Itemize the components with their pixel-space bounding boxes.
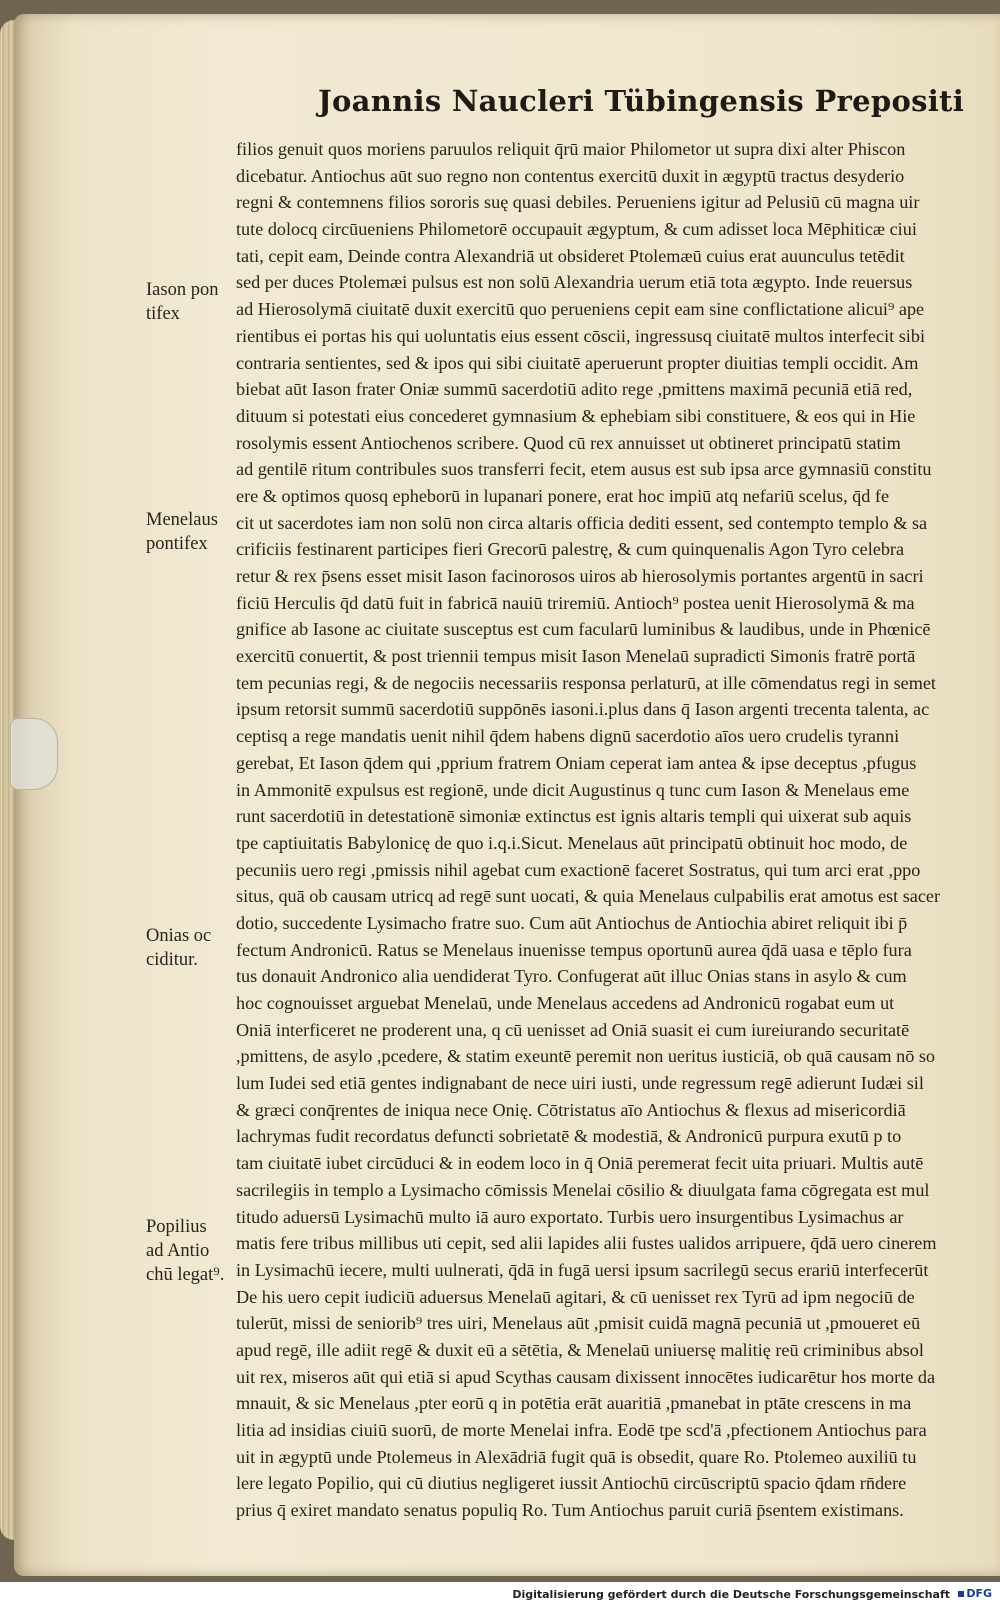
text-line: biebat aūt Iason frater Oniæ summū sacerdotiū adito rege ,pmittens maximā pecuniā etiā red, — [236, 379, 913, 400]
marginal-note-menelaus — [146, 508, 236, 556]
dfg-logo-text: DFG — [966, 1587, 992, 1600]
text-line: regni & contemnens filios sororis suę quasi debiles. Perueniens igitur ad Pelusiū cū magna uir — [236, 192, 920, 213]
text-line: tus donauit Andronico alia uendiderat Tyro. Confugerat aūt illuc Onias stans in asylo & cum — [236, 966, 907, 987]
text-line: dotio, succedente Lysimacho fratre suo. Cum aūt Antiochus de Antiochia abiret reliquit ibi p̄ — [236, 912, 908, 933]
running-header: Joannis Naucleri Tübingensis Prepositi — [318, 84, 965, 118]
body-text — [236, 136, 966, 1524]
text-line: tute dolocq circūueniens Philometorē occupauit ægyptum, & cum adisset loca Mēphiticæ ciui — [236, 219, 917, 240]
text-line: gerebat, Et Iason q̄dem qui ,pprium fratrem Oniam ceperat iam antea & ipse deceptus ,pfugus — [236, 752, 917, 773]
text-line: & græci conq̄rentes de iniqua nece Onię. Cōtristatus aīo Antiochus & flexus ad misericordiā — [236, 1099, 906, 1120]
text-line: sed per duces Ptolemæi pulsus est non solū Alexandria uerum etiā tota ægypto. Inde reuersus — [236, 272, 913, 293]
text-line: ad gentilē ritum contribules suos transferri fecit, etem ausus est sub ipsa arce gymnasiū constitu — [236, 459, 932, 480]
text-line: crificiis festinarent participes fieri Grecorū palestrę, & cum quinquenalis Agon Tyro celebra — [236, 539, 905, 560]
marginal-note-line: Popilius — [146, 1217, 207, 1237]
marginal-note-line: tifex — [146, 304, 180, 324]
text-line: tam ciuitatē iubet circūduci & in eodem loco in q̄ Oniā peremerat fecit uita priuari. Multis autē — [236, 1153, 924, 1174]
text-line: pecuniis uero regi ,pmissis nihil agebat cum exactionē faceret Sostratus, qui tum arci erat ,ppo — [236, 859, 921, 880]
text-line: tulerūt, missi de seniorib⁹ tres uiri, Menelaus aūt ,pmisit cuidā magnā pecuniā ut ,pmoueret eū — [236, 1313, 921, 1334]
text-line: tati, cepit eam, Deinde contra Alexandriā ut obsideret Ptolemæū cuius erat auunculus tetēdit — [236, 245, 905, 266]
dfg-logo-mark — [958, 1591, 964, 1597]
text-line: prius q̄ exiret mandato senatus populiq Ro. Tum Antiochus paruit curiā p̄sentem existimans. — [236, 1500, 904, 1521]
page-tab-marker — [10, 718, 58, 790]
text-line: hoc cognouisset arguebat Menelaū, unde Menelaus accedens ad Andronicū rogabat eum ut — [236, 993, 895, 1013]
text-line: contraria sentientes, sed & ipos qui sibi ciuitatē aperuerunt propter diuitias templi occidit. Am — [236, 352, 919, 373]
text-line: lachrymas fudit recordatus defuncti sobrietatē & modestiā, & Andronicū purpura exutū p to — [236, 1126, 902, 1147]
text-line: fectum Andronicū. Ratus se Menelaus inuenisse tempus oportunū aurea q̄dā uasa e tēplo fura — [236, 939, 912, 960]
text-line: situs, quā ob causam utricq ad regē sunt uocati, & quia Menelaus culpabilis erat amotus est sacer — [236, 886, 941, 907]
text-line: ,pmittens, de asylo ,pcedere, & statim exeuntē peremit non ueritus iusticiā, ob quā causam nō so — [236, 1046, 936, 1067]
text-line: filios genuit quos moriens paruulos reliquit q̄rū maior Philometor ut supra dixi alter Phiscon — [236, 139, 906, 159]
text-line: uit rex, miseros aūt qui etiā si apud Scythas causam dixissent innocētes iudicarētur hos morte da — [236, 1366, 936, 1387]
text-line: gnifice ab Iasone ac ciuitate susceptus est cum facularū luminibus & laudibus, unde in Phœnicē — [236, 619, 931, 640]
text-line: ceptisq a rege mandatis uenit nihil q̄dem habens dignū sacerdotio aīos uero crudelis tyranni — [236, 726, 900, 747]
marginal-note-popilius — [146, 1215, 236, 1287]
text-line: ficiū Herculis q̄d datū fuit in fabricā nauiū triremiū. Antioch⁹ postea uenit Hierosolymā & ma — [236, 592, 915, 613]
marginal-note-line: ad Antio — [146, 1241, 210, 1261]
footer-bar — [0, 1582, 1000, 1609]
text-line: De his uero cepit iudiciū aduersus Menelaū agitari, & cū uenisset rex Tyrū ad ipm negociū de — [236, 1286, 915, 1307]
dfg-logo — [958, 1587, 992, 1600]
marginal-note-line: Menelaus — [146, 510, 218, 530]
text-line: ipsum retorsit summū sacerdotiū suppōnēs iasoni.i.plus dans q̄ Iason argenti trecenta talenta, ac — [236, 699, 930, 720]
text-line: titudo aduersū Lysimachū multo iā auro exportato. Turbis uero insurgentibus Lysimachus ar — [236, 1206, 904, 1227]
text-line: lum Iudei sed etiā gentes indignabant de nece uiri iusti, unde regressum regē adierunt Iudæi sil — [236, 1073, 924, 1094]
text-line: rientibus ei portas his qui uoluntatis eius essent cōscii, ingressusq ciuitatē multos interfecit sibi — [236, 325, 925, 346]
text-line: tem pecunias regi, & de negociis necessariis responsa perlaturū, at ille cōmendatus regi in semet — [236, 672, 936, 693]
text-line: litia ad insidias ciuiū suorū, de morte Menelai infra. Eodē tpe scd'ā ,pfectionem Antiochus para — [236, 1420, 927, 1440]
text-line: lere legato Popilio, qui cū diutius negligeret iussit Antiochū circūscriptū spacio q̄dam rn̄dere — [236, 1473, 907, 1494]
text-line: apud regē, ille adiit regē & duxit eū a sētētia, & Menelaū uniuersę malitię reū criminibus absol — [236, 1339, 924, 1360]
text-line: in Lysimachū iecere, multi uulnerati, q̄dā in fugā uersi ipsum sacrilegū secus erariū interfecerūt — [236, 1259, 929, 1280]
text-line: cit ut sacerdotes iam non solū non circa altaris officia dediti essent, sed contempto templo & sa — [236, 512, 928, 533]
text-line: uit in ægyptū unde Ptolemeus in Alexādriā fugit quā is obsedit, quare Ro. Ptolemeo auxiliū tu — [236, 1446, 917, 1467]
text-line: sacrilegiis in templo a Lysimacho cōmissis Menelai cōsilio & diuulgata fama cōgregata est mul — [236, 1179, 930, 1200]
text-line: tpe captiuitatis Babylonicę de quo i.q.i.Sicut. Menelaus aūt principatū obtinuit hoc modo, de — [236, 832, 908, 853]
text-line: dicebatur. Antiochus aūt suo regno non contentus exercitū duxit in ægyptū tractus desyderio — [236, 165, 905, 186]
marginal-note-onias — [146, 924, 236, 972]
marginal-note-line: pontifex — [146, 534, 208, 554]
marginal-note-line: Iason pon — [146, 280, 219, 300]
marginal-note-line: chū legat⁹. — [146, 1265, 225, 1285]
text-line: ad Hierosolymā ciuitatē duxit exercitū quo perueniens cepit eam sine conflictatione alicui⁹ ape — [236, 299, 925, 320]
footer-credit: Digitalisierung gefördert durch die Deutsche Forschungsgemeinschaft — [512, 1588, 950, 1601]
text-line: dituum si potestati eius concederet gymnasium & ephebiam sibi constituere, & eos qui in Hie — [236, 405, 916, 426]
text-line: in Ammonitē expulsus est regionē, unde dicit Augustinus q tunc cum Iason & Menelaus eme — [236, 779, 910, 800]
text-line: Oniā interficeret ne proderent una, q cū uenisset ad Oniā suasit ei cum iureiurando securitatē — [236, 1019, 910, 1040]
text-line: runt sacerdotiū in detestationē simoniæ extinctus est ignis altaris templi qui uixerat sub aquis — [236, 806, 912, 827]
text-line: rosolymis essent Antiochenos scribere. Quod cū rex annuisset ut obtineret principatū statim — [236, 432, 901, 453]
text-line: matis fere tribus millibus uti cepit, sed alii lapides alii fustes ualidos arripuere, q̄dā uero cinerem — [236, 1233, 937, 1254]
marginal-note-line: Onias oc — [146, 926, 212, 946]
marginal-note-line: ciditur. — [146, 950, 198, 970]
text-line: exercitū conuertit, & post triennii tempus misit Iason Menelaū supradicti Simonis fratrē portā — [236, 646, 916, 667]
text-line: retur & rex p̄sens esset misit Iason facinorosos uiros ab hierosolymis portantes argentū in sacri — [236, 566, 924, 586]
text-line: mnauit, & sic Menelaus ,pter eorū q in potētia erāt auaritiā ,pmanebat in ptāte crescens in ma — [236, 1393, 912, 1414]
marginal-note-iason — [146, 278, 236, 326]
text-line: ere & optimos quosq epheborū in lupanari ponere, erat hoc impiū atq nefariū scelus, q̄d fe — [236, 485, 890, 506]
